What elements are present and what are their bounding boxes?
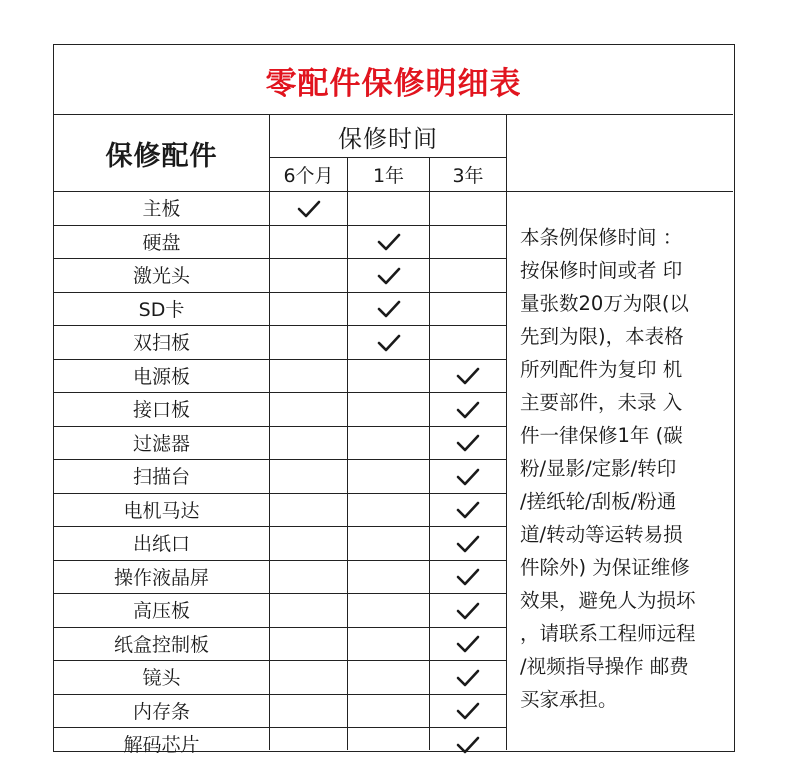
checkmark-icon bbox=[348, 326, 429, 360]
checkmark-icon bbox=[430, 561, 506, 595]
checkmark-icon bbox=[270, 192, 347, 226]
part-name: 电源板 bbox=[132, 365, 190, 388]
note-line: /搓纸轮/刮板/粉通 bbox=[520, 490, 677, 513]
part-name: 出纸口 bbox=[132, 533, 190, 556]
checkmark-icon bbox=[430, 695, 506, 729]
warranty-note bbox=[520, 221, 725, 716]
note-line: 主要部件，未录 入 bbox=[520, 391, 683, 414]
checkmark-icon bbox=[348, 226, 429, 260]
note-line: 量张数20万为限(以 bbox=[520, 292, 689, 315]
note-line: 先到为限)，本表格 bbox=[520, 325, 684, 348]
note-line: 道/转动等运转易损 bbox=[520, 523, 683, 546]
checkmark-icon bbox=[430, 628, 506, 662]
parts-header: 保修配件 bbox=[105, 140, 218, 172]
part-name: 扫描台 bbox=[132, 466, 190, 489]
part-name: 过滤器 bbox=[132, 432, 190, 455]
part-name: 电机马达 bbox=[123, 499, 200, 522]
part-name: 硬盘 bbox=[142, 231, 181, 254]
note-line: /视频指导操作 邮费 bbox=[520, 655, 689, 678]
checkmark-icon bbox=[430, 728, 506, 762]
checkmark-icon bbox=[430, 360, 506, 394]
period-3-years: 3年 bbox=[452, 165, 484, 187]
part-name: SD卡 bbox=[138, 298, 185, 321]
note-line: 件除外) 为保证维修 bbox=[520, 556, 690, 579]
part-name: 纸盒控制板 bbox=[113, 633, 209, 656]
note-line: 粉/显影/定影/转印 bbox=[520, 457, 677, 480]
part-name: 主板 bbox=[142, 198, 181, 221]
note-line: 本条例保修时间 ： bbox=[520, 226, 683, 249]
checkmark-icon bbox=[348, 259, 429, 293]
part-name: 解码芯片 bbox=[123, 734, 200, 757]
checkmark-icon bbox=[430, 460, 506, 494]
part-name: 高压板 bbox=[132, 600, 190, 623]
note-line: 所列配件为复印 机 bbox=[520, 358, 683, 381]
note-line: ，请联系工程师远程 bbox=[520, 622, 696, 645]
part-name: 镜头 bbox=[142, 667, 181, 690]
part-name: 双扫板 bbox=[132, 332, 190, 355]
part-name: 内存条 bbox=[132, 700, 190, 723]
period-6-months: 6个月 bbox=[283, 165, 334, 187]
col-divider-3y bbox=[506, 114, 507, 750]
note-line: 买家承担。 bbox=[520, 688, 618, 711]
part-name: 操作液晶屏 bbox=[113, 566, 209, 589]
note-line: 件一律保修1年 (碳 bbox=[520, 424, 683, 447]
checkmark-icon bbox=[430, 661, 506, 695]
note-line: 效果，避免人为损坏 bbox=[520, 589, 696, 612]
part-name: 激光头 bbox=[132, 265, 190, 288]
note-line: 按保修时间或者 印 bbox=[520, 259, 683, 282]
warranty-table bbox=[53, 44, 735, 757]
checkmark-icon bbox=[348, 293, 429, 327]
checkmark-icon bbox=[430, 494, 506, 528]
period-1-year: 1年 bbox=[372, 165, 405, 187]
checkmark-icon bbox=[430, 427, 506, 461]
part-name: 接口板 bbox=[132, 399, 190, 422]
period-header: 保修时间 bbox=[338, 124, 438, 153]
checkmark-icon bbox=[430, 527, 506, 561]
checkmark-icon bbox=[430, 393, 506, 427]
checkmark-icon bbox=[430, 594, 506, 628]
table-title: 零配件保修明细表 bbox=[265, 65, 522, 102]
